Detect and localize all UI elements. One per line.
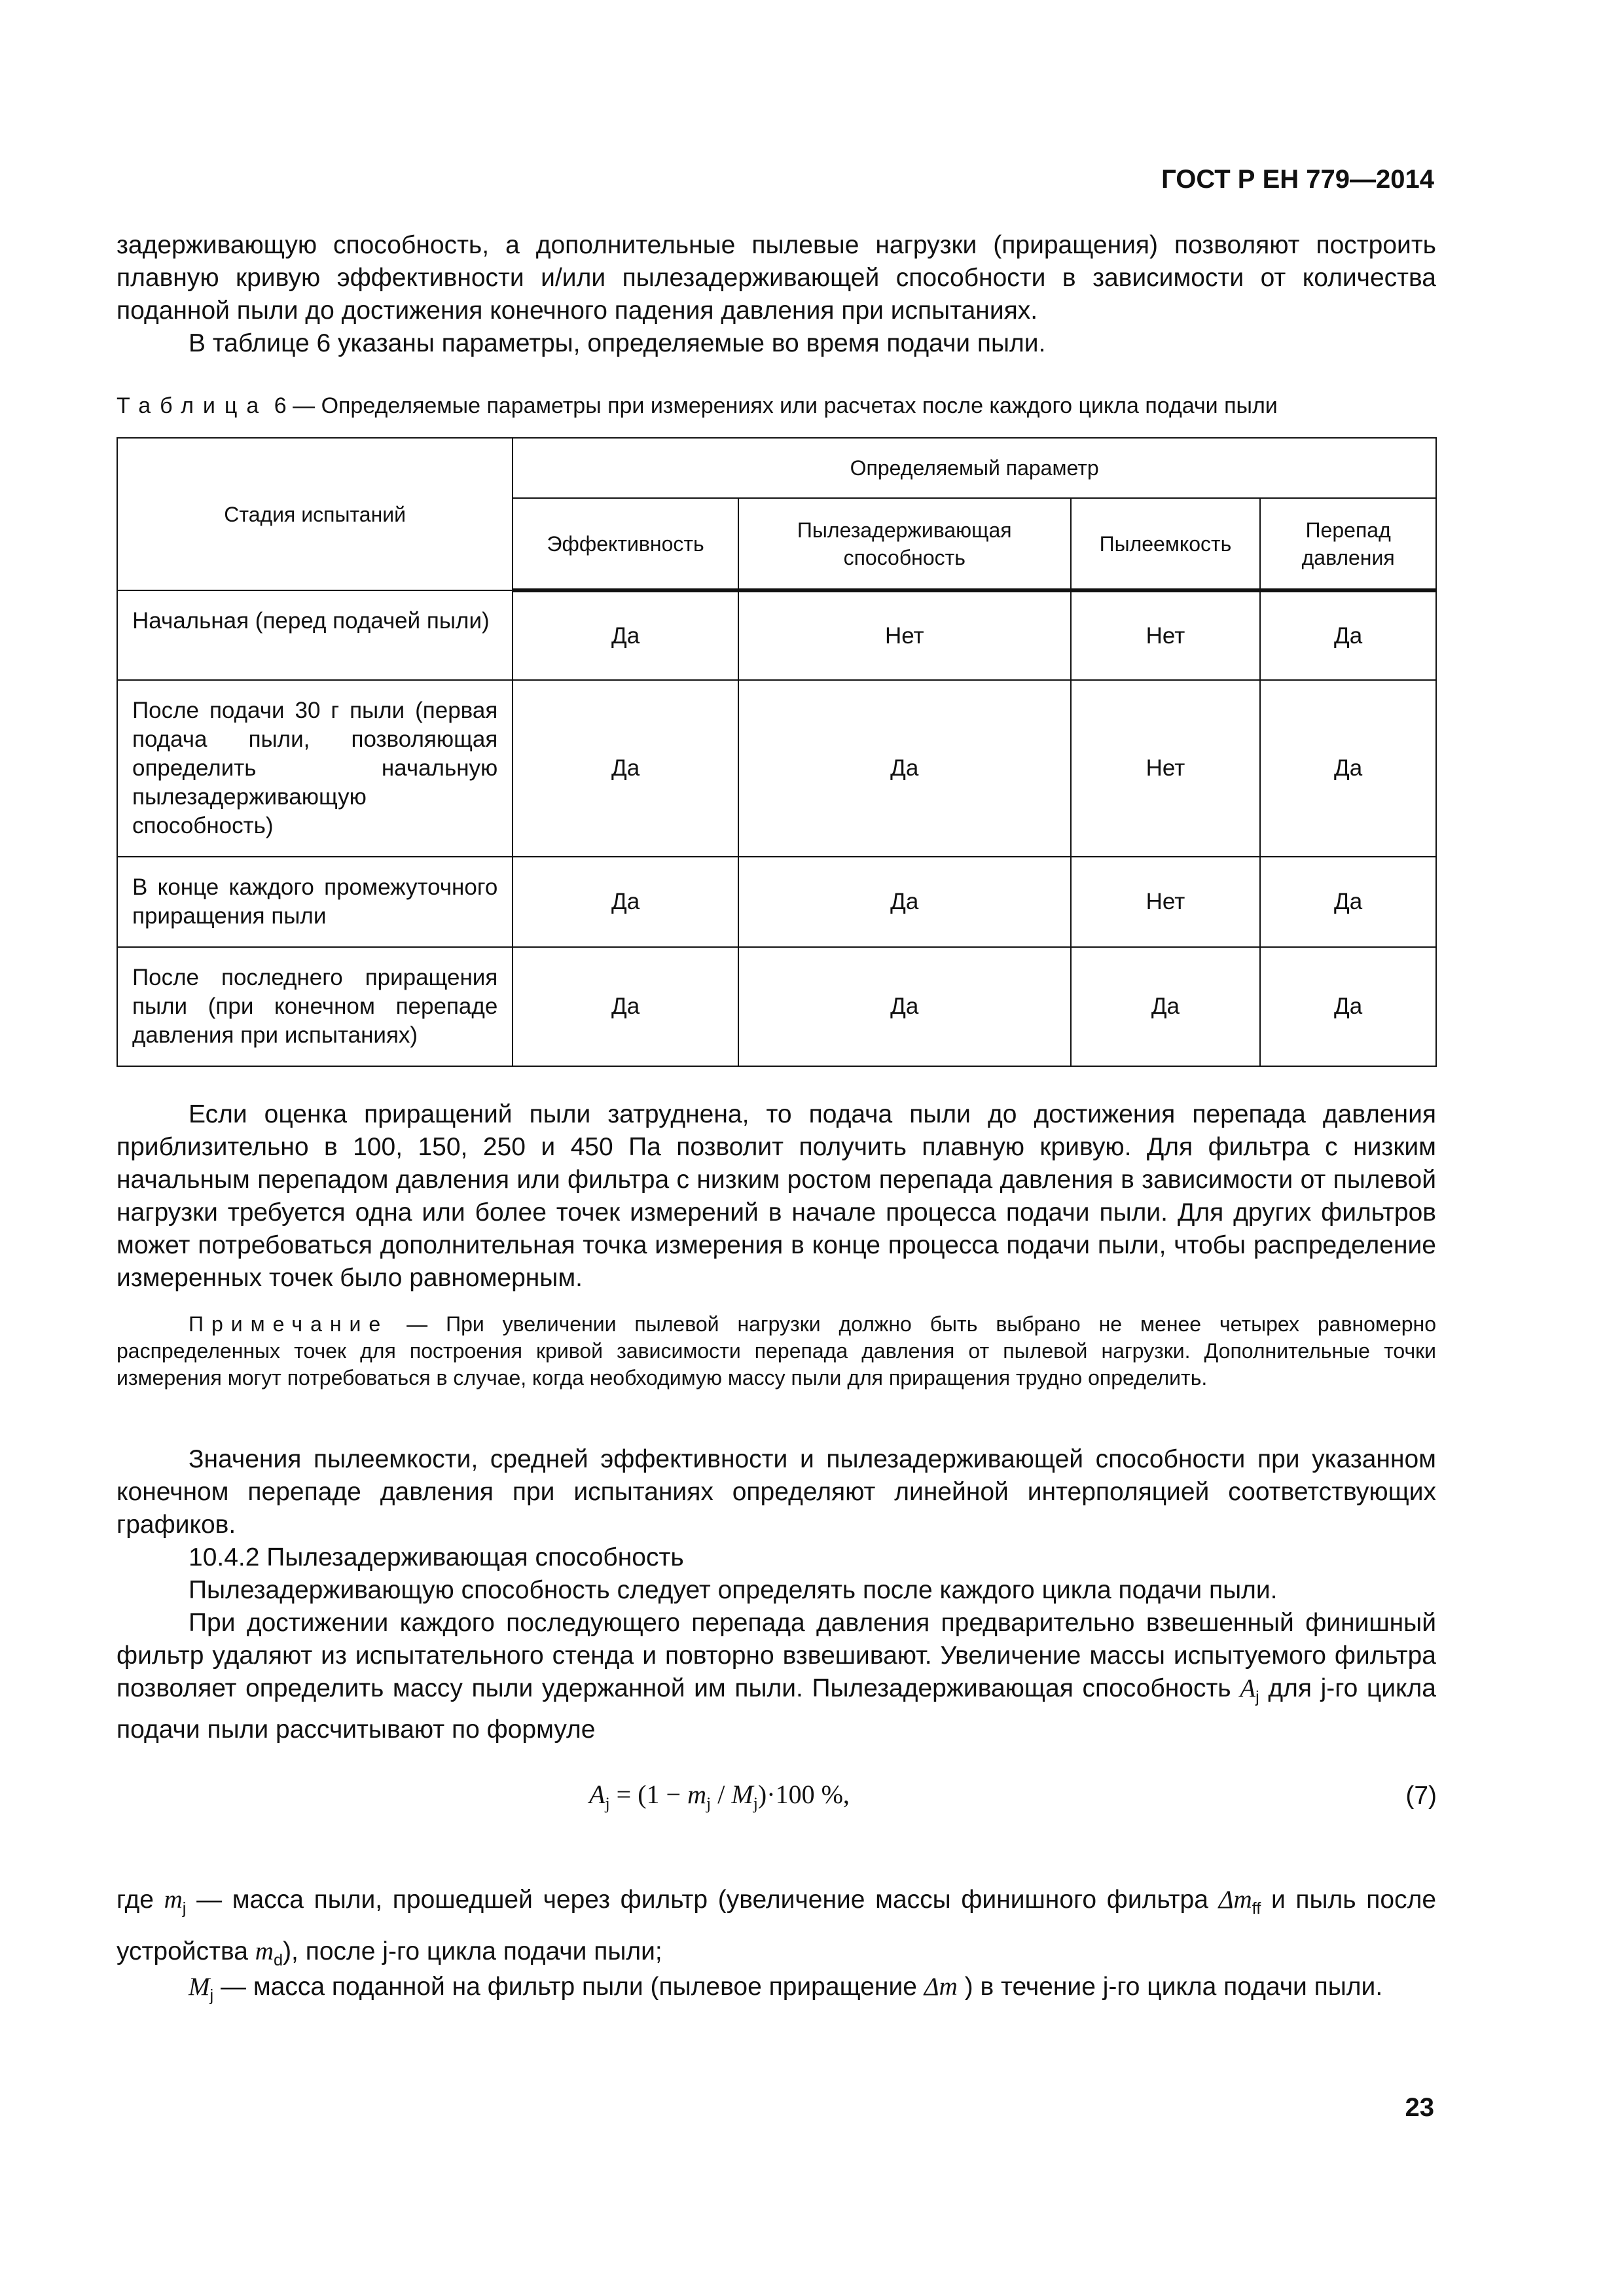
table-row xyxy=(117,680,1436,857)
p4-start: При достижении каждого последующего перепада давления предварительно взвешенный финишный фильтр удаляют из испытательного стенда и повторно взвешивают. Увеличение массы испытуемого фильтра позволяет определить массу пыли удержанной им пыли. Пылезадерживающая способность xyxy=(117,1609,1436,1702)
where-md: m xyxy=(255,1937,274,1965)
note-text: — При увеличении пылевой нагрузки должно быть выбрано не менее четырех равномерно распределенных точек для построения кривой зависимости перепада давления от пылевой нагрузки. Дополнительные точки измерения могут потребоваться в случае, когда необходимую массу пыли для приращения трудно определить. xyxy=(117,1312,1437,1390)
table-row xyxy=(117,947,1436,1066)
where-m-text2: и пыль после устройства xyxy=(117,1886,1437,1965)
section-heading: 10.4.2 Пылезадерживающая способность xyxy=(189,1543,684,1571)
where-m-text3: ), после j-го цикла подачи пыли; xyxy=(283,1937,662,1965)
p4-sub: j xyxy=(1255,1687,1259,1706)
formula-M: M xyxy=(731,1780,753,1809)
row-cell: Да xyxy=(738,857,1071,947)
row-cell: Да xyxy=(1260,947,1436,1066)
where-M-var: M xyxy=(189,1973,210,2001)
row-stage: В конце каждого промежуточного приращения пыли xyxy=(117,857,513,947)
formula-lhs-sub: j xyxy=(605,1794,610,1813)
where-dm-ff: Δm xyxy=(1218,1886,1252,1914)
where-M-text2: ) в течение j-го цикла подачи пыли. xyxy=(964,1973,1383,2001)
standard-code: ГОСТ Р ЕН 779—2014 xyxy=(1161,165,1434,194)
formula-slash: / xyxy=(711,1780,732,1809)
header-col-capacity: Пылеемкость xyxy=(1071,498,1261,590)
formula-eq: = (1 − xyxy=(609,1780,688,1809)
row-stage: После подачи 30 г пыли (первая подача пыли, позволяющая определить начальную пылезадерживающую способность) xyxy=(117,680,513,857)
table-caption xyxy=(117,393,1278,419)
row-cell: Да xyxy=(738,680,1071,857)
table-row xyxy=(117,590,1436,680)
row-cell: Нет xyxy=(1071,857,1261,947)
where-lead: где xyxy=(117,1886,154,1914)
row-stage: После последнего приращения пыли (при конечном перепаде давления при испытаниях) xyxy=(117,947,513,1066)
table-caption-label: Таблица xyxy=(117,393,268,418)
row-cell: Да xyxy=(738,947,1071,1066)
where-dm: Δm xyxy=(924,1973,958,2001)
note-label: Примечание xyxy=(189,1312,389,1336)
header-col-efficiency: Эффективность xyxy=(513,498,738,590)
formula-m: m xyxy=(687,1780,706,1809)
row-stage: Начальная (перед подачей пыли) xyxy=(117,590,513,680)
where-m-var: m xyxy=(164,1886,183,1914)
header-col-arrestance: Пылезадерживающая способность xyxy=(738,498,1071,590)
where-definition-M xyxy=(117,1965,1436,2017)
row-cell: Да xyxy=(513,857,738,947)
formula-number: (7) xyxy=(1405,1782,1437,1810)
where-md-sub: d xyxy=(273,1950,283,1969)
row-cell: Да xyxy=(1260,680,1436,857)
p4-var: A xyxy=(1240,1674,1256,1702)
main-text-block xyxy=(117,1443,1436,1746)
intro-block xyxy=(117,229,1436,360)
header-group: Определяемый параметр xyxy=(513,438,1436,498)
paragraph-interpolation: Значения пылеемкости, средней эффективности и пылезадерживающей способности при указанном конечном перепаде давления при испытаниях определяют линейной интерполяцией соответствующих графиков. xyxy=(117,1445,1436,1539)
row-cell: Нет xyxy=(1071,590,1261,680)
header-stage: Стадия испытаний xyxy=(117,438,513,590)
page-number: 23 xyxy=(1405,2093,1434,2122)
row-cell: Да xyxy=(513,947,738,1066)
where-dm-ff-sub: ff xyxy=(1252,1899,1261,1918)
header-col-pressure: Перепад давления xyxy=(1260,498,1436,590)
table-caption-text: 6 — Определяемые параметры при измерениях или расчетах после каждого цикла подачи пыли xyxy=(274,393,1278,418)
formula-m-sub: j xyxy=(706,1794,712,1813)
paragraph-dust-increments: Если оценка приращений пыли затруднена, то подача пыли до достижения перепада давления приблизительно в 100, 150, 250 и 450 Па позволит получить плавную кривую. Для фильтра с низким начальным перепадом давления или фильтра с низким ростом перепада давления в зависимости от пылевой нагрузки требуется одна или более точек измерений в начале процесса подачи пыли. Для других фильтров может потребоваться дополнительная точка измерения в конце процесса подачи пыли, чтобы распределение измеренных точек было равномерным. xyxy=(117,1100,1436,1292)
formula-tail: )·100 %, xyxy=(757,1780,850,1809)
formula-lhs: A xyxy=(589,1780,605,1809)
row-cell: Нет xyxy=(738,590,1071,680)
formula-7 xyxy=(589,1779,850,1814)
parameters-table xyxy=(117,437,1437,1067)
note xyxy=(117,1311,1436,1391)
intro-table-ref: В таблице 6 указаны параметры, определяемые во время подачи пыли. xyxy=(189,329,1046,357)
row-cell: Да xyxy=(1260,857,1436,947)
row-cell: Да xyxy=(513,590,738,680)
row-cell: Нет xyxy=(1071,680,1261,857)
paragraph-arrestance-cycle: Пылезадерживающую способность следует определять после каждого цикла подачи пыли. xyxy=(189,1576,1278,1604)
paragraph-arrestance-formula xyxy=(117,1607,1436,1746)
p4-end: для j-го цикла подачи пыли рассчитывают по формуле xyxy=(117,1674,1436,1744)
row-cell: Да xyxy=(1071,947,1261,1066)
where-M-sub: j xyxy=(209,1986,214,2005)
table-row xyxy=(117,857,1436,947)
formula-M-sub: j xyxy=(753,1794,758,1813)
row-cell: Да xyxy=(513,680,738,857)
where-M-text1: — масса поданной на фильтр пыли (пылевое приращение xyxy=(220,1973,917,2001)
row-cell: Да xyxy=(1260,590,1436,680)
where-m-sub: j xyxy=(182,1899,187,1918)
where-m-text1: — масса пыли, прошедшей через фильтр (увеличение массы финишного фильтра xyxy=(196,1886,1208,1914)
intro-continuation: задерживающую способность, а дополнительные пылевые нагрузки (приращения) позволяют построить плавную кривую эффективности и/или пылезадерживающей способности в зависимости от количества поданной пыли до достижения конечного падения давления при испытаниях. xyxy=(117,231,1436,325)
